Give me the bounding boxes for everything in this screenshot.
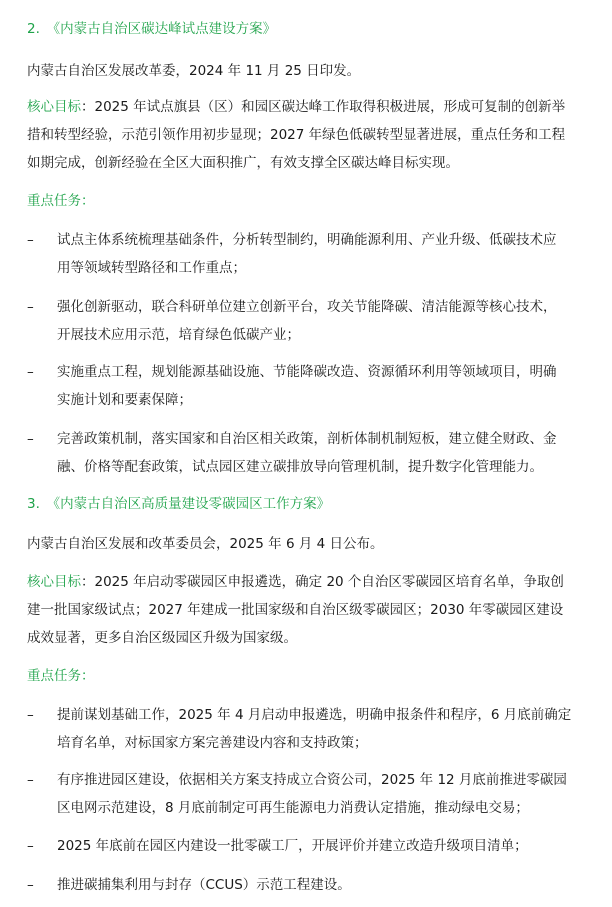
section-2-goal-line-2: 措和转型经验，示范引领作用初步显现；2027 年绿色低碳转型显著进展，重点任务和工程 <box>27 127 566 143</box>
section-2-source: 内蒙古自治区发展改革委，2024 年 11 月 25 日印发。 <box>27 63 361 79</box>
task-line: 开展技术应用示范，培育绿色低碳产业； <box>57 327 300 343</box>
task-line: 培育名单，对标国家方案完善建设内容和支持政策； <box>57 735 368 751</box>
task-line: 试点主体系统梳理基础条件，分析转型制约，明确能源利用、产业升级、低碳技术应 <box>57 232 557 248</box>
goal-text: ：2025 年启动零碳园区申报遴选，确定 20 个自治区零碳园区培育名单，争取创 <box>81 574 564 590</box>
bullet-dash: – <box>27 364 34 380</box>
goal-text: ：2025 年试点旗县（区）和园区碳达峰工作取得积极进展，形成可复制的创新举 <box>81 99 566 115</box>
bullet-dash: – <box>27 707 34 723</box>
section-3-goal-line-3: 成效显著，更多自治区级园区升级为国家级。 <box>27 630 297 646</box>
bullet-dash: – <box>27 877 34 893</box>
task-line: 实施重点工程，规划能源基础设施、节能降碳改造、资源循环利用等领域项目，明确 <box>57 364 557 380</box>
bullet-dash: – <box>27 299 34 315</box>
bullet-dash: – <box>27 232 34 248</box>
goal-label: 核心目标 <box>27 99 81 115</box>
task-line: 强化创新驱动，联合科研单位建立创新平台，攻关节能降碳、清洁能源等核心技术， <box>57 299 557 315</box>
section-2-tasks-label: 重点任务： <box>27 193 95 209</box>
task-line: 有序推进园区建设，依据相关方案支持成立合资公司，2025 年 12 月底前推进零碳园 <box>57 772 567 788</box>
task-line: 区电网示范建设，8 月底前制定可再生能源电力消费认定措施，推动绿电交易； <box>57 800 529 816</box>
section-3-source: 内蒙古自治区发展和改革委员会，2025 年 6 月 4 日公布。 <box>27 536 384 552</box>
task-line: 推进碳捕集利用与封存（CCUS）示范工程建设。 <box>57 877 351 893</box>
bullet-dash: – <box>27 431 34 447</box>
task-line: 提前谋划基础工作，2025 年 4 月启动申报遴选，明确申报条件和程序，6 月底前确定 <box>57 707 572 723</box>
task-line: 实施计划和要素保障； <box>57 392 192 408</box>
section-3-heading: 3. 《内蒙古自治区高质量建设零碳园区工作方案》 <box>27 496 331 512</box>
section-3-goal-line-1 <box>27 572 564 592</box>
section-2-goal-line-3: 如期完成，创新经验在全区大面积推广，有效支撑全区碳达峰目标实现。 <box>27 155 459 171</box>
section-2-heading: 2. 《内蒙古自治区碳达峰试点建设方案》 <box>27 21 277 37</box>
section-2-goal-line-1 <box>27 97 565 117</box>
section-3-goal-line-2: 建一批国家级试点；2027 年建成一批国家级和自治区级零碳园区；2030 年零碳园区建设 <box>27 602 564 618</box>
section-3-tasks-label: 重点任务： <box>27 668 95 684</box>
task-line: 融、价格等配套政策，试点园区建立碳排放导向管理机制，提升数字化管理能力。 <box>57 459 543 475</box>
task-line: 用等领域转型路径和工作重点； <box>57 260 246 276</box>
goal-label: 核心目标 <box>27 574 81 590</box>
task-line: 2025 年底前在园区内建设一批零碳工厂，开展评价并建立改造升级项目清单； <box>57 838 528 854</box>
bullet-dash: – <box>27 838 34 854</box>
task-line: 完善政策机制，落实国家和自治区相关政策，剖析体制机制短板，建立健全财政、金 <box>57 431 557 447</box>
bullet-dash: – <box>27 772 34 788</box>
